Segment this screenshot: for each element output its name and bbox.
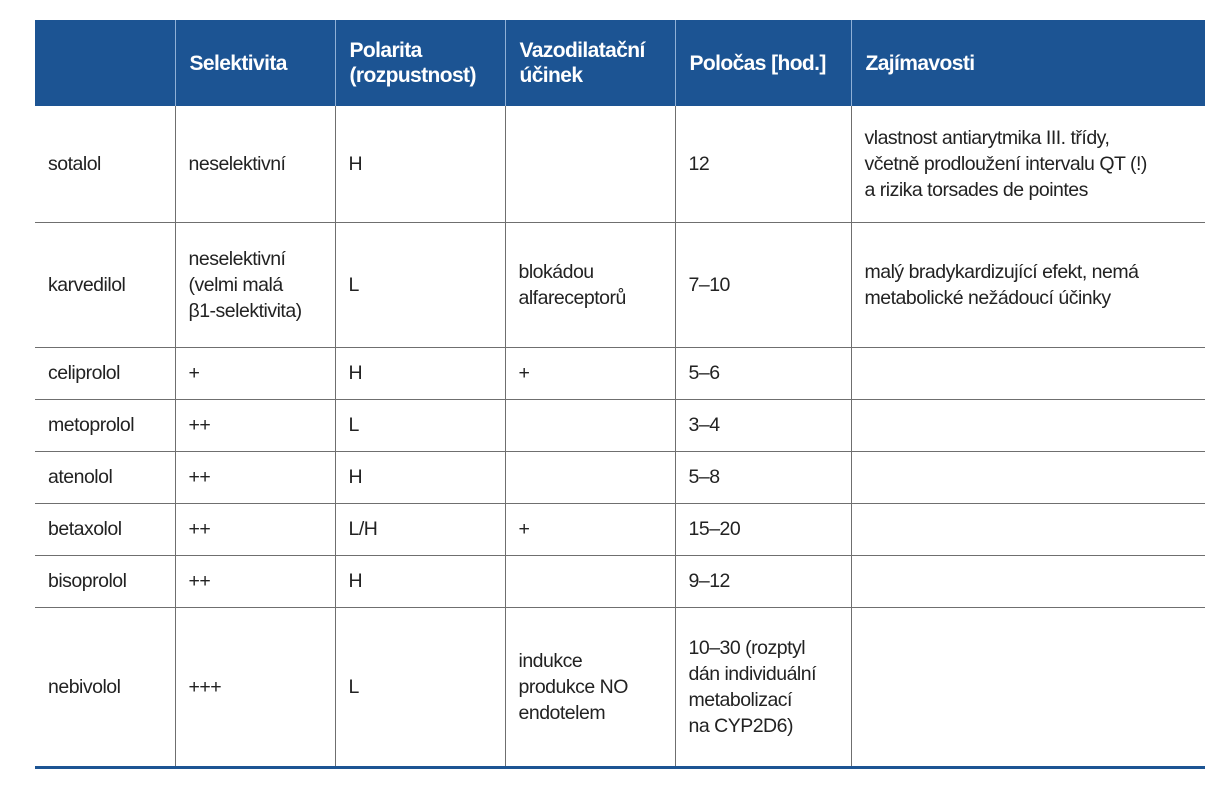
cell-text: alfareceptorů [518, 286, 626, 309]
cell-vasodilation [505, 106, 675, 222]
cell-drug [35, 451, 175, 503]
cell-text: H [348, 152, 363, 175]
table-row [35, 451, 1205, 503]
cell-text: metabolické nežádoucí účinky [864, 286, 1111, 309]
cell-text: na CYP2D6) [688, 714, 793, 737]
cell-vasodilation [505, 399, 675, 451]
cell-polarity [335, 106, 505, 222]
cell-selectivity [175, 555, 335, 607]
cell-drug [35, 555, 175, 607]
cell-text: 9–12 [688, 570, 730, 592]
cell-text: + [518, 362, 530, 384]
cell-text: indukce [518, 649, 583, 672]
cell-drug [35, 503, 175, 555]
cell-text: H [348, 466, 363, 488]
table-body [35, 106, 1205, 767]
table-row [35, 607, 1205, 767]
header-row [35, 20, 1205, 106]
cell-notes [851, 607, 1205, 767]
cell-notes [851, 555, 1205, 607]
cell-polarity [335, 503, 505, 555]
table-row [35, 555, 1205, 607]
cell-polarity [335, 555, 505, 607]
cell-text: +++ [188, 675, 222, 698]
cell-vasodilation [505, 347, 675, 399]
cell-text: nebivolol [48, 675, 121, 698]
cell-text: β1-selektivita) [188, 299, 302, 322]
cell-text: blokádou [518, 260, 594, 283]
cell-text: (velmi malá [188, 273, 283, 296]
cell-vasodilation [505, 607, 675, 767]
table-container [35, 20, 1205, 769]
cell-notes [851, 451, 1205, 503]
header-text: Vazodilatační [519, 39, 645, 62]
table-row [35, 106, 1205, 222]
cell-half-life [675, 503, 851, 555]
table-row [35, 503, 1205, 555]
cell-drug [35, 347, 175, 399]
cell-text: metoprolol [48, 414, 135, 436]
cell-notes [851, 222, 1205, 347]
cell-text: 12 [688, 152, 710, 175]
header-cell-drug [35, 20, 175, 106]
cell-notes [851, 347, 1205, 399]
cell-polarity [335, 222, 505, 347]
cell-text: 5–8 [688, 466, 720, 488]
cell-text: včetně prodloužení intervalu QT (!) [864, 152, 1147, 175]
cell-text: bisoprolol [48, 570, 127, 592]
cell-selectivity [175, 451, 335, 503]
beta-blocker-comparison-table [35, 20, 1205, 769]
header-cell-notes [851, 20, 1205, 106]
header-text: Polarita [349, 39, 422, 62]
cell-text: 5–6 [688, 362, 720, 384]
cell-notes [851, 503, 1205, 555]
cell-half-life [675, 106, 851, 222]
header-text: Selektivita [189, 51, 287, 75]
cell-text: ++ [188, 518, 211, 540]
cell-text: produkce NO [518, 675, 628, 698]
cell-vasodilation [505, 451, 675, 503]
cell-selectivity [175, 347, 335, 399]
cell-text: 15–20 [688, 518, 741, 540]
cell-drug [35, 106, 175, 222]
cell-half-life [675, 607, 851, 767]
cell-half-life [675, 399, 851, 451]
cell-vasodilation [505, 503, 675, 555]
cell-text: dán individuální [688, 662, 817, 685]
cell-text: L/H [348, 518, 378, 540]
cell-text: H [348, 570, 363, 592]
cell-half-life [675, 347, 851, 399]
header-text: účinek [519, 64, 583, 87]
cell-text: metabolizací [688, 688, 792, 711]
cell-text: 7–10 [688, 273, 730, 296]
cell-selectivity [175, 222, 335, 347]
cell-text: L [348, 414, 359, 436]
cell-selectivity [175, 503, 335, 555]
cell-text: celiprolol [48, 362, 120, 384]
header-text: Zajímavosti [865, 51, 975, 75]
cell-text: karvedilol [48, 273, 126, 296]
cell-text: betaxolol [48, 518, 122, 540]
cell-text: H [348, 362, 363, 384]
cell-text: neselektivní [188, 247, 286, 270]
cell-drug [35, 399, 175, 451]
header-cell-polarity [335, 20, 505, 106]
cell-notes [851, 399, 1205, 451]
header-cell-half-life [675, 20, 851, 106]
cell-text: L [348, 273, 359, 296]
cell-text: 10–30 (rozptyl [688, 636, 806, 659]
cell-text: atenolol [48, 466, 113, 488]
header-text: Poločas [hod.] [689, 51, 826, 75]
cell-half-life [675, 222, 851, 347]
header-cell-selectivity [175, 20, 335, 106]
cell-polarity [335, 399, 505, 451]
cell-text: vlastnost antiarytmika III. třídy, [864, 126, 1110, 149]
cell-text: L [348, 675, 359, 698]
header-cell-vasodilation [505, 20, 675, 106]
table-row [35, 347, 1205, 399]
cell-text: + [188, 362, 200, 384]
cell-selectivity [175, 106, 335, 222]
header-text: (rozpustnost) [349, 64, 476, 87]
cell-selectivity [175, 399, 335, 451]
cell-drug [35, 607, 175, 767]
table-row [35, 222, 1205, 347]
cell-text: 3–4 [688, 414, 720, 436]
cell-half-life [675, 451, 851, 503]
cell-vasodilation [505, 555, 675, 607]
table-row [35, 399, 1205, 451]
cell-polarity [335, 347, 505, 399]
table-header [35, 20, 1205, 106]
cell-text: sotalol [48, 152, 101, 175]
cell-text: ++ [188, 414, 211, 436]
cell-selectivity [175, 607, 335, 767]
cell-text: a rizika torsades de pointes [864, 178, 1088, 201]
cell-half-life [675, 555, 851, 607]
cell-text: neselektivní [188, 152, 286, 175]
cell-drug [35, 222, 175, 347]
cell-text: + [518, 518, 530, 540]
cell-text: malý bradykardizující efekt, nemá [864, 260, 1139, 283]
cell-notes [851, 106, 1205, 222]
cell-vasodilation [505, 222, 675, 347]
cell-text: ++ [188, 466, 211, 488]
cell-text: endotelem [518, 701, 606, 724]
cell-polarity [335, 451, 505, 503]
cell-polarity [335, 607, 505, 767]
cell-text: ++ [188, 570, 211, 592]
